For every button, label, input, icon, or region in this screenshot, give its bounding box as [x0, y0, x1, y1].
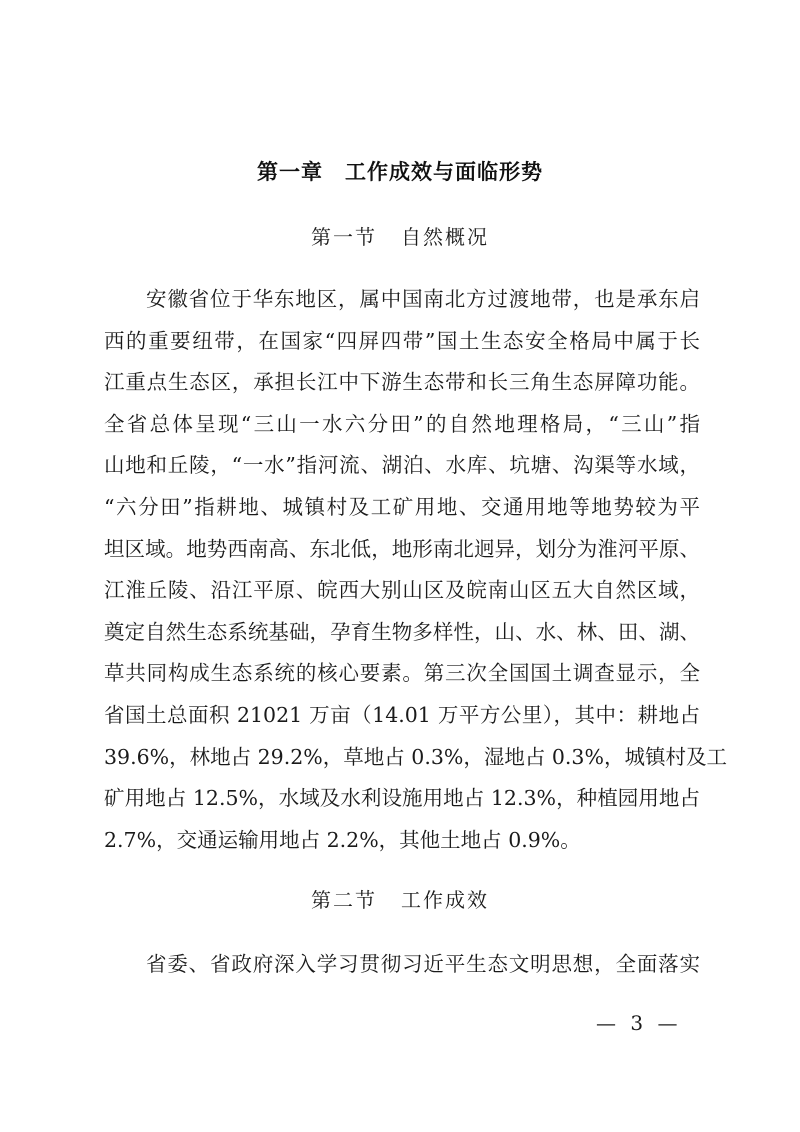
paragraph-work-results	[104, 944, 700, 986]
section-number: 第二节	[311, 888, 377, 912]
paragraph-line: 安徽省位于华东地区，属中国南北方过渡地带，也是承东启	[146, 287, 700, 311]
paragraph-line: 江重点生态区，承担长江中下游生态带和长三角生态屏障功能。	[104, 370, 700, 395]
section-title-text: 自然概况	[401, 225, 489, 249]
paragraph-line: 奠定自然生态系统基础，孕育生物多样性，山、水、林、田、湖、	[104, 619, 700, 644]
section-title-text: 工作成效	[401, 888, 489, 912]
paragraph-line: 省委、省政府深入学习贯彻习近平生态文明思想，全面落实	[146, 952, 700, 976]
paragraph-line: 39.6%，林地占 29.2%，草地占 0.3%，湿地占 0.3%，城镇村及工	[104, 744, 727, 769]
paragraph-line: 矿用地占 12.5%，水域及水利设施用地占 12.3%，种植园用地占	[104, 786, 700, 811]
paragraph-line: 草共同构成生态系统的核心要素。第三次全国国土调查显示，全	[104, 661, 700, 686]
paragraph-line: 西的重要纽带，在国家“四屏四带”国土生态安全格局中属于长	[104, 328, 700, 353]
paragraph-line: 山地和丘陵，“一水”指河流、湖泊、水库、坑塘、沟渠等水域，	[104, 453, 700, 478]
paragraph-line: 全省总体呈现“三山一水六分田”的自然地理格局，“三山”指	[104, 411, 700, 436]
paragraph-line: 江淮丘陵、沿江平原、皖西大别山区及皖南山区五大自然区域，	[104, 578, 700, 603]
page-number: — 3 —	[596, 1011, 682, 1035]
paragraph-line: 2.7%，交通运输用地占 2.2%，其他土地占 0.9%。	[104, 827, 581, 852]
section-title-natural-overview	[0, 222, 800, 252]
paragraph-line: 省国土总面积 21021 万亩（14.01 万平方公里），其中：耕地占	[104, 702, 700, 727]
section-title-work-results	[0, 885, 800, 915]
paragraph-line: “六分田”指耕地、城镇村及工矿用地、交通用地等地势较为平	[104, 494, 700, 519]
chapter-number: 第一章	[257, 160, 323, 184]
section-number: 第一节	[311, 225, 377, 249]
chapter-title-text: 工作成效与面临形势	[345, 160, 543, 184]
paragraph-natural-overview	[104, 279, 727, 861]
chapter-title	[0, 157, 800, 187]
paragraph-line: 坦区域。地势西南高、东北低，地形南北迥异，划分为淮河平原、	[104, 536, 700, 561]
